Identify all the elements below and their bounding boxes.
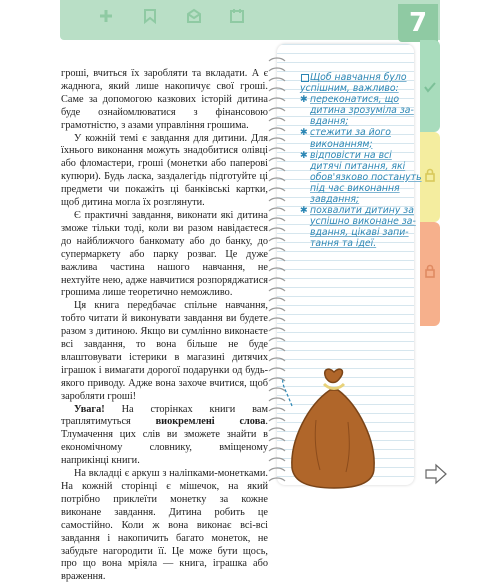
spiral-ring: [269, 198, 285, 201]
note-line: вдання;: [310, 116, 349, 128]
lock-icon: [423, 168, 437, 182]
paragraph: На вкладці є аркуш з наліпками-монетками. На кожній сторінці є мішечок, на який потрібно приклеїти монетку за кожне виконане завдання. Дитина робить це самостійно. Коли ж вона виконає всі-всі завдання і накопичить багато монеток, не забудьте нагородити її. Це може бути щось, про що вона мріяла — книга, іграшка або враження.: [61, 468, 268, 583]
plus-icon[interactable]: [98, 8, 114, 24]
next-page-arrow-icon[interactable]: [425, 464, 447, 484]
spiral-ring: [269, 248, 285, 251]
spiral-ring: [269, 208, 285, 211]
note-line: вдання, цікаві запи-: [310, 227, 409, 239]
note-line: під час виконання: [310, 182, 400, 194]
page-number: 7: [398, 4, 438, 42]
main-text: [61, 68, 268, 584]
note-line: дитячі питання, які: [310, 160, 406, 172]
spiral-ring: [269, 298, 285, 301]
spiral-ring: [269, 168, 285, 171]
note-line: успішно виконане за-: [310, 216, 416, 228]
spiral-ring: [269, 98, 285, 101]
spiral-ring: [269, 128, 285, 131]
spiral-ring: [269, 88, 285, 91]
header-bar: [60, 0, 440, 40]
note-line: виконанням;: [310, 138, 373, 150]
spiral-ring: [269, 228, 285, 231]
spiral-ring: [269, 348, 285, 351]
note-line: ✱ переконатися, що: [300, 94, 400, 106]
spiral-ring: [269, 138, 285, 141]
spiral-ring: [269, 118, 285, 121]
spiral-ring: [269, 288, 285, 291]
note-line: ✱ стежити за його: [300, 127, 391, 139]
spiral-ring: [269, 158, 285, 161]
spiral-ring: [269, 238, 285, 241]
money-bag-icon: [278, 360, 388, 490]
note-text: [300, 72, 422, 250]
note-line: обов'язково постануть: [310, 171, 422, 183]
tab-green[interactable]: [420, 40, 440, 132]
note-line: ✱ відповісти на всі: [300, 149, 392, 161]
note-line: тання та ідеї.: [310, 238, 377, 250]
attention-label: Увага!: [74, 403, 105, 415]
spiral-ring: [269, 258, 285, 261]
spiral-ring: [269, 178, 285, 181]
spiral-ring: [269, 188, 285, 191]
note-line: ✱ похвалити дитину за: [300, 205, 414, 217]
spiral-ring: [269, 78, 285, 81]
spiral-ring: [269, 308, 285, 311]
tab-orange[interactable]: [420, 222, 440, 326]
spiral-ring: [269, 328, 285, 331]
envelope-icon[interactable]: [186, 8, 202, 24]
paragraph-attention: [61, 404, 268, 469]
spiral-ring: [269, 108, 285, 111]
spiral-ring: [269, 148, 285, 151]
paragraph: гроші, вчиться їх заробляти та вкладати. А є жаднюга, який лише накопичує свої гроші. Саме за допомогою казкових історій дитина буде ознайомлюватися з фінансовою грамотністю, з азами управління грошима.: [61, 68, 268, 131]
lock-icon: [423, 264, 437, 278]
note-line: успішним, важливо:: [300, 83, 399, 95]
attention-text: На сторінках книги вам траплятимуться: [61, 403, 268, 428]
calendar-icon[interactable]: [229, 8, 245, 24]
note-line: дитина зрозуміла за-: [310, 105, 414, 117]
spiral-ring: [269, 338, 285, 341]
check-icon: [423, 80, 437, 94]
paragraph: Є практичні завдання, виконати які дитина зможе тільки тоді, коли ви разом навідаєтеся до найближчого банкомату або до банку, до супермаркету або парку розваг. Це дуже важлива частина нашого навчання, не нехтуйте нею, адже навчитися розпоряджатися грошима лише теоретично неможливо.: [61, 209, 268, 299]
paragraph: У кожній темі є завдання для дитини. Для їхнього виконання можуть знадобитися олівці або фломастери, гроші (монетки або паперові купюри). Будь ласка, заздалегідь підготуйте ці предмети чи покажіть ці банківські картки, щоб дитина могла їх розглянути.: [61, 132, 268, 209]
paragraph: Ця книга передбачає спільне навчання, тобто читати й виконувати завдання ви будете разом з дитиною. Якщо ви сумлінно виконаєте всі завдання, то вона більше не буде влаштовувати істерики в магазині дитячих іграшок і вимагати дорогої подарунки од будь-якого приводу. Адже вона захоче вчитися, щоб заробляти гроші!: [61, 300, 268, 402]
tab-yellow[interactable]: [420, 132, 440, 222]
spiral-ring: [269, 68, 285, 71]
spiral-ring: [269, 218, 285, 221]
spiral-ring: [269, 268, 285, 271]
note-line: завдання;: [310, 194, 360, 206]
spiral-ring: [269, 278, 285, 281]
spiral-ring: [269, 318, 285, 321]
note-line: Щоб навчання було: [310, 72, 407, 83]
highlighted-words-term: виокремлені слова: [155, 416, 266, 428]
bookmark-icon[interactable]: [142, 8, 158, 24]
spiral-ring: [269, 58, 285, 61]
attention-text-2: . Тлумачення цих слів ви зможете знайти в економічному словнику, вміщеному наприкінці книги.: [61, 416, 268, 467]
